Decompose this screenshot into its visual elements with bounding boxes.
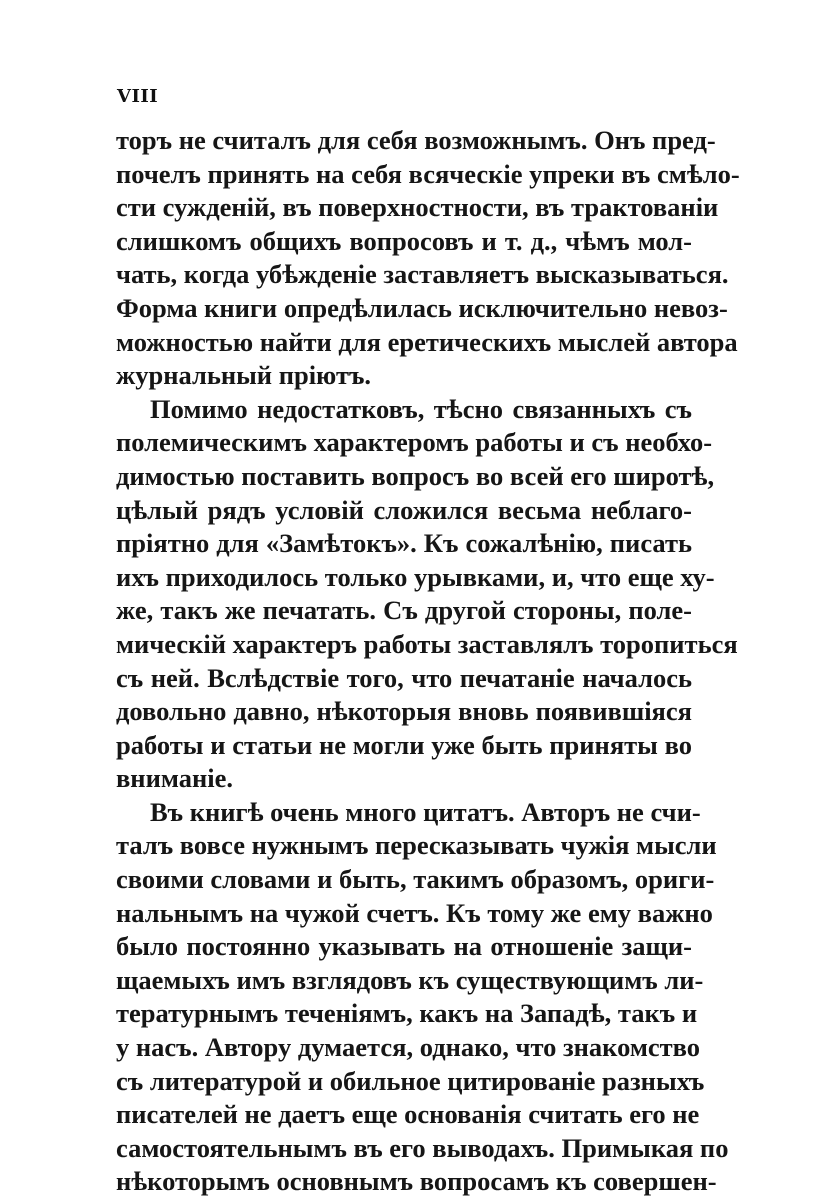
page-number: VIII (117, 86, 159, 107)
text-line: же, такъ же печатать. Съ другой стороны, поле- (116, 595, 692, 626)
text-line: почелъ принять на себя всяческіе упреки въ смѣло- (116, 158, 740, 189)
text-line: талъ вовсе нужнымъ пересказывать чужія мысли (116, 830, 717, 861)
text-line: работы и статьи не могли уже быть приняты во (116, 729, 692, 760)
text-line: вниманіе. (116, 763, 233, 794)
paragraph-first-line: Въ книгѣ очень много цитатъ. Авторъ не счи- (150, 796, 701, 827)
text-line: самостоятельнымъ въ его выводахъ. Примыкая по (116, 1132, 729, 1163)
text-line: съ ней. Вслѣдствіе того, что печатаніе началось (116, 662, 692, 693)
body-text (116, 124, 740, 1199)
text-line: нальнымъ на чужой счетъ. Къ тому же ему важно (116, 897, 713, 928)
text-line: цѣлый рядъ условій сложился весьма неблаго- (116, 494, 692, 525)
text-line: димостью поставить вопросъ во всей его широтѣ, (116, 460, 715, 491)
text-line: тературнымъ теченіямъ, какъ на Западѣ, такъ и (116, 998, 698, 1029)
text-line: полемическимъ характеромъ работы и съ необхо- (116, 427, 713, 458)
text-line: своими словами и быть, такимъ образомъ, ориги- (116, 864, 715, 895)
text-line: можностью найти для еретическихъ мыслей автора (116, 326, 738, 357)
text-line: Форма книги опредѣлилась исключительно невоз- (116, 292, 728, 323)
text-line: щаемыхъ имъ взглядовъ къ существующимъ ли- (116, 964, 704, 995)
text-line: слишкомъ общихъ вопросовъ и т. д., чѣмъ мол- (116, 225, 692, 256)
text-line: журнальный пріютъ. (116, 360, 372, 391)
text-line: писателей не даетъ еще основанія считать его не (116, 1099, 700, 1130)
text-line: ихъ приходилось только урывками, и, что еще ху- (116, 561, 715, 592)
text-line: довольно давно, нѣкоторыя вновь появившіяся (116, 696, 692, 727)
text-line: съ литературой и обильное цитированіе разныхъ (116, 1065, 705, 1096)
text-line: торъ не считалъ для себя возможнымъ. Онъ пред- (116, 125, 716, 155)
text-line: чать, когда убѣжденіе заставляетъ высказываться. (116, 259, 729, 290)
text-line: сти сужденій, въ поверхностности, въ трактованіи (116, 192, 719, 223)
text-line: нѣкоторымъ основнымъ вопросамъ къ совершен- (116, 1166, 717, 1197)
text-line: пріятно для «Замѣтокъ». Къ сожалѣнію, писать (116, 528, 692, 559)
paragraph-first-line: Помимо недостатковъ, тѣсно связанныхъ съ (150, 393, 692, 424)
text-line: было постоянно указывать на отношеніе защи- (116, 931, 692, 962)
text-line: у насъ. Автору думается, однако, что знакомство (116, 1032, 701, 1063)
text-line: мическій характеръ работы заставлялъ торопиться (116, 628, 738, 659)
